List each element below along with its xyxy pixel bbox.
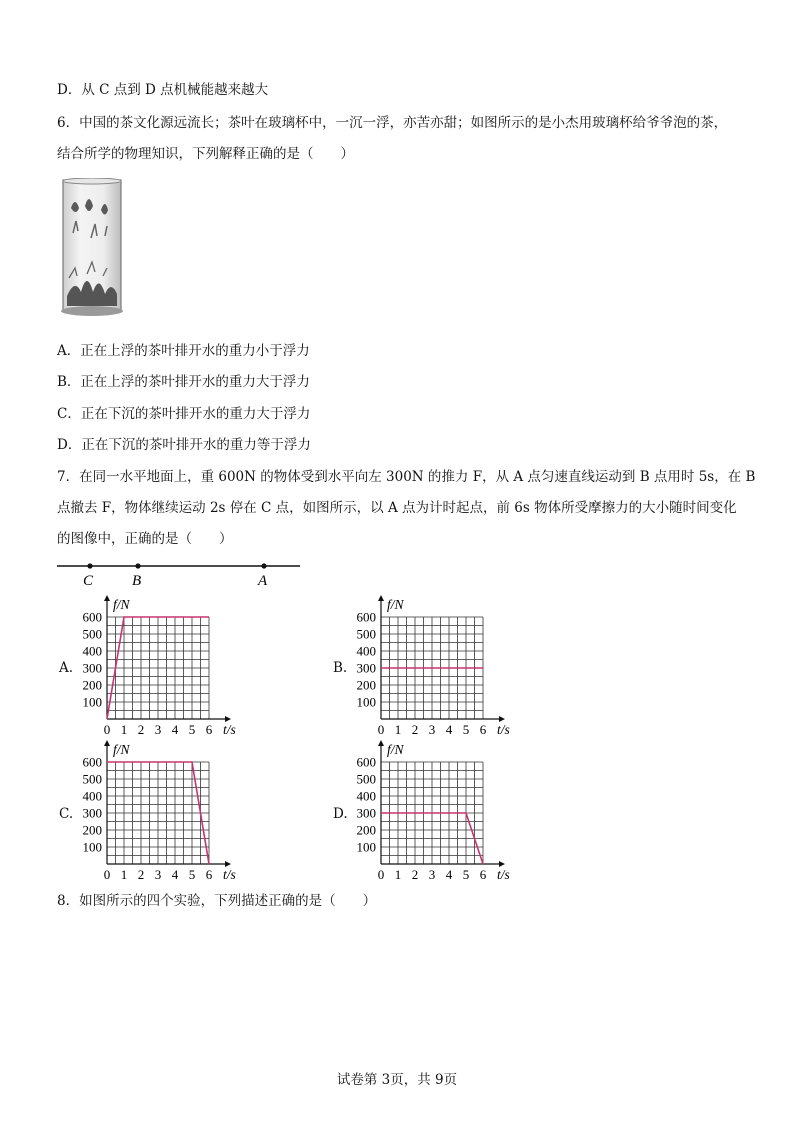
x-tick-label: 5 [462, 867, 470, 882]
motion-line-diagram [57, 556, 307, 592]
y-tick-label: 400 [356, 643, 376, 659]
y-tick-label: 500 [82, 771, 102, 787]
q8-stem: 8．如图所示的四个实验，下列描述正确的是（ ） [57, 893, 377, 909]
x-tick-label: 2 [411, 867, 419, 882]
point-b-label: B [132, 573, 142, 589]
y-tick-label: 300 [356, 660, 376, 676]
y-tick-label: 300 [82, 660, 102, 676]
x-tick-label: 1 [394, 722, 402, 737]
y-axis-label: f/N [387, 597, 404, 612]
y-tick-label: 200 [82, 677, 102, 693]
page-footer: 试卷第 3页，共 9页 [336, 1072, 458, 1088]
x-tick-label: 5 [462, 722, 470, 737]
q7-stem-line3: 的图像中，正确的是（ ） [57, 531, 233, 547]
x-tick-label: 0 [377, 722, 385, 737]
graph-c [74, 738, 264, 888]
x-tick-label: 3 [428, 867, 436, 882]
q6-option-d[interactable]: D．正在下沉的茶叶排开水的重力等于浮力 [57, 437, 311, 453]
x-axis-label: t/s [223, 722, 236, 737]
x-tick-label: 5 [188, 867, 196, 882]
y-tick-label: 100 [82, 839, 102, 855]
y-axis-arrow [378, 740, 384, 746]
q6-option-b[interactable]: B．正在上浮的茶叶排开水的重力大于浮力 [57, 374, 310, 390]
y-tick-label: 200 [356, 822, 376, 838]
q6-option-a[interactable]: A．正在上浮的茶叶排开水的重力小于浮力 [57, 343, 310, 359]
y-tick-label: 200 [356, 677, 376, 693]
x-tick-label: 6 [205, 722, 213, 737]
y-tick-label: 600 [356, 754, 376, 770]
x-tick-label: 6 [205, 867, 213, 882]
x-tick-label: 4 [445, 722, 453, 737]
q7-stem-line1: 7．在同一水平地面上，重 600N 的物体受到水平向左 300N 的推力 F，从 A 点匀速直线运动到 B 点用时 5s，在 B [57, 469, 756, 485]
y-tick-label: 100 [356, 694, 376, 710]
q7-stem-line2: 点撤去 F，物体继续运动 2s 停在 C 点，如图所示，以 A 点为计时起点，前 6s 物体所受摩擦力的大小随时间变化 [57, 500, 737, 516]
graph-c-label[interactable]: C. [59, 806, 74, 822]
y-tick-label: 100 [82, 694, 102, 710]
graph-b [348, 593, 538, 743]
x-tick-label: 6 [479, 867, 487, 882]
graph-b-label[interactable]: B. [333, 660, 348, 676]
tea-glass-image [57, 178, 127, 318]
y-axis-label: f/N [113, 742, 130, 757]
y-tick-label: 600 [82, 609, 102, 625]
y-axis-arrow [104, 595, 110, 601]
y-tick-label: 300 [356, 805, 376, 821]
x-tick-label: 3 [428, 722, 436, 737]
x-tick-label: 1 [120, 867, 128, 882]
x-axis-label: t/s [497, 867, 510, 882]
x-tick-label: 0 [103, 722, 111, 737]
y-axis-arrow [378, 595, 384, 601]
x-tick-label: 2 [137, 867, 145, 882]
y-tick-label: 500 [356, 626, 376, 642]
y-axis-label: f/N [113, 597, 130, 612]
y-tick-label: 500 [356, 771, 376, 787]
q5-option-d: D．从 C 点到 D 点机械能越来越大 [57, 82, 269, 98]
grid [107, 617, 209, 719]
y-tick-label: 500 [82, 626, 102, 642]
x-tick-label: 6 [479, 722, 487, 737]
x-axis-label: t/s [223, 867, 236, 882]
x-tick-label: 1 [394, 867, 402, 882]
y-axis-label: f/N [387, 742, 404, 757]
graph-a [74, 593, 264, 743]
y-tick-label: 400 [356, 788, 376, 804]
x-tick-label: 0 [377, 867, 385, 882]
y-tick-label: 600 [356, 609, 376, 625]
q6-stem-line1: 6．中国的茶文化源远流长；茶叶在玻璃杯中，一沉一浮，亦苦亦甜；如图所示的是小杰用玻璃杯给爷爷泡的茶， [57, 115, 728, 131]
x-tick-label: 4 [171, 722, 179, 737]
x-tick-label: 4 [445, 867, 453, 882]
graph-d-label[interactable]: D. [333, 806, 348, 822]
y-tick-label: 200 [82, 822, 102, 838]
y-tick-label: 100 [356, 839, 376, 855]
graph-d [348, 738, 538, 888]
point-c-label: C [83, 573, 94, 589]
q6-option-c[interactable]: C．正在下沉的茶叶排开水的重力大于浮力 [57, 406, 311, 422]
x-tick-label: 5 [188, 722, 196, 737]
x-tick-label: 0 [103, 867, 111, 882]
x-tick-label: 2 [411, 722, 419, 737]
x-axis-label: t/s [497, 722, 510, 737]
x-tick-label: 3 [154, 722, 162, 737]
graph-a-label[interactable]: A. [59, 660, 74, 676]
q6-stem-line2: 结合所学的物理知识，下列解释正确的是（ ） [57, 146, 354, 162]
grid [107, 762, 209, 864]
x-tick-label: 3 [154, 867, 162, 882]
y-axis-arrow [104, 740, 110, 746]
x-tick-label: 4 [171, 867, 179, 882]
y-tick-label: 600 [82, 754, 102, 770]
y-tick-label: 300 [82, 805, 102, 821]
x-tick-label: 1 [120, 722, 128, 737]
y-tick-label: 400 [82, 643, 102, 659]
point-a-label: A [258, 573, 268, 589]
x-tick-label: 2 [137, 722, 145, 737]
y-tick-label: 400 [82, 788, 102, 804]
